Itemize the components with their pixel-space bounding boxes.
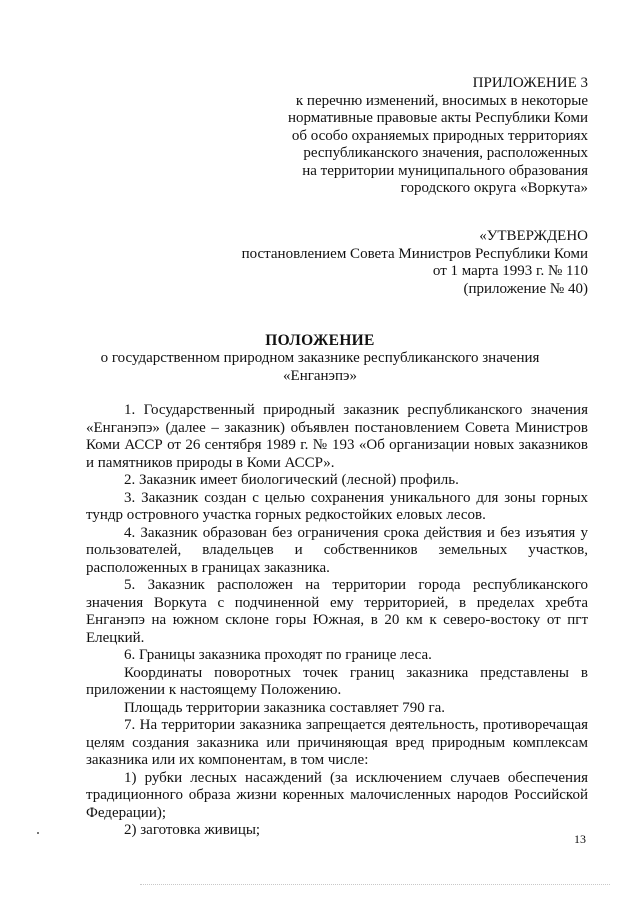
approval-line: от 1 марта 1993 г. № 110 bbox=[432, 263, 588, 279]
document-subtitle bbox=[0, 350, 640, 385]
paragraph: 6. Границы заказника проходят по границе леса. bbox=[124, 647, 432, 663]
appendix-line: на территории муниципального образования bbox=[302, 162, 588, 179]
paragraph: 1) рубки лесных насаждений (за исключением случаев обеспечения традиционного образа жизни коренных малочисленных народов Российской Федерации); bbox=[86, 769, 588, 821]
paragraph: Площадь территории заказника составляет 790 га. bbox=[124, 699, 446, 716]
appendix-line: республиканского значения, расположенных bbox=[303, 145, 588, 161]
appendix-label: ПРИЛОЖЕНИЕ 3 bbox=[472, 75, 588, 91]
subtitle-line: о государственном природном заказнике республиканского значения bbox=[100, 350, 540, 366]
scan-mark bbox=[37, 832, 39, 834]
paragraph: 1. Государственный природный заказник республиканского значения «Енганэпэ» (далее – заказник) объявлен постановлением Совета Министров Коми АССР от 26 сентября 1989 г. № 193 «Об организации новых заказников и памятников природы в Коми АССР». bbox=[86, 402, 588, 471]
document-body bbox=[86, 402, 588, 840]
approval-stamp bbox=[242, 228, 588, 298]
page-number: 13 bbox=[574, 832, 586, 846]
approval-line: «УТВЕРЖДЕНО bbox=[479, 228, 588, 244]
scan-artifact-line bbox=[140, 884, 610, 886]
subtitle-line: «Енганэпэ» bbox=[283, 367, 357, 384]
appendix-line: к перечню изменений, вносимых в некоторые bbox=[295, 92, 588, 109]
approval-line: (приложение № 40) bbox=[463, 280, 588, 297]
paragraph: 5. Заказник расположен на территории города республиканского значения Воркута с подчиненной ему территорией, в пределах хребта Енганэпэ на южном склоне горы Южная, в 20 км к северо-востоку от пгт Елецкий. bbox=[86, 577, 588, 646]
paragraph: 2. Заказник имеет биологический (лесной) профиль. bbox=[124, 472, 459, 488]
approval-line: постановлением Совета Министров Республики Коми bbox=[241, 245, 588, 262]
paragraph: 4. Заказник образован без ограничения срока действия и без изъятия у пользователей, владельцев и собственников земельных участков, расположенных в границах заказника. bbox=[86, 524, 588, 576]
appendix-line: городского округа «Воркута» bbox=[400, 180, 588, 196]
paragraph: 7. На территории заказника запрещается деятельность, противоречащая целям создания заказника или причиняющая вред природным комплексам заказника или их компонентам, в том числе: bbox=[86, 717, 588, 768]
paragraph: 3. Заказник создан с целью сохранения уникального для зоны горных тундр островного участка горных редкостойких еловых лесов. bbox=[86, 489, 588, 523]
paragraph: 2) заготовка живицы; bbox=[124, 822, 261, 838]
appendix-line: об особо охраняемых природных территориях bbox=[291, 127, 588, 144]
appendix-line: нормативные правовые акты Республики Коми bbox=[288, 110, 588, 126]
document-title: ПОЛОЖЕНИЕ bbox=[265, 332, 375, 349]
paragraph: Координаты поворотных точек границ заказника представлены в приложении к настоящему Положению. bbox=[86, 664, 588, 698]
appendix-header bbox=[288, 75, 588, 198]
